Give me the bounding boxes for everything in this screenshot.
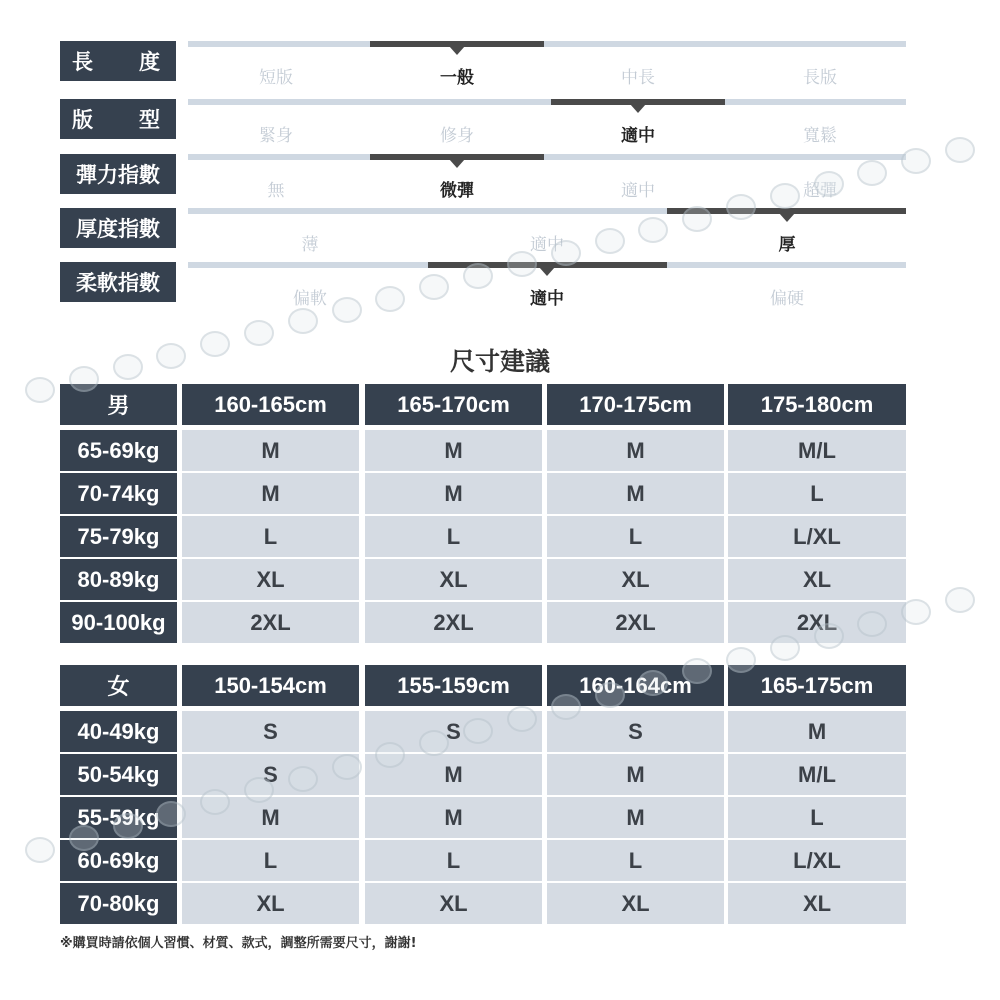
size-cell: L: [182, 516, 359, 557]
scale-option: 緊身: [259, 126, 293, 146]
size-cell: M: [547, 754, 724, 795]
scale-pointer-icon: [779, 213, 795, 222]
weight-label: 70-74kg: [60, 473, 177, 514]
size-cell: M: [547, 797, 724, 838]
table-row: [60, 473, 906, 514]
size-cell: 2XL: [547, 602, 724, 643]
height-header: 160-165cm: [182, 384, 359, 425]
scale-pointer-icon: [449, 159, 465, 168]
scale-option: 偏軟: [293, 289, 327, 309]
scale-option: 中長: [621, 68, 655, 88]
attr-label-elasticity: 彈力指數: [60, 154, 176, 194]
height-header: 160-164cm: [547, 665, 724, 706]
footnote: ※購買時請依個人習慣、材質、款式，調整所需要尺寸，謝謝!: [60, 936, 417, 951]
attr-label-length: [60, 41, 176, 81]
size-cell: M/L: [728, 754, 906, 795]
scale-option: 超彈: [803, 181, 837, 201]
scale-option-selected: 微彈: [440, 181, 474, 201]
height-header: 175-180cm: [728, 384, 906, 425]
size-cell: S: [182, 711, 359, 752]
attr-label-fit: [60, 99, 176, 139]
gender-label: 女: [60, 665, 177, 706]
scale-option: 無: [267, 181, 285, 201]
size-cell: L: [365, 840, 542, 881]
table-row: [60, 559, 906, 600]
scale-option-selected: 適中: [621, 126, 655, 146]
size-cell: L: [182, 840, 359, 881]
height-header: 165-170cm: [365, 384, 542, 425]
size-cell: M: [182, 473, 359, 514]
scale-pointer-icon: [449, 46, 465, 55]
size-cell: XL: [182, 559, 359, 600]
attr-row-softness: [60, 262, 906, 309]
size-cell: M/L: [728, 430, 906, 471]
size-cell: XL: [728, 559, 906, 600]
scale-track: [188, 41, 906, 47]
height-header: 170-175cm: [547, 384, 724, 425]
scale-option-selected: 適中: [530, 289, 564, 309]
scale-option: 修身: [440, 126, 474, 146]
table-row: [60, 840, 906, 881]
size-cell: XL: [365, 883, 542, 924]
size-cell: M: [182, 430, 359, 471]
table-row: [60, 883, 906, 924]
watermark-mark-icon: [945, 587, 975, 613]
size-cell: M: [365, 430, 542, 471]
size-cell: XL: [182, 883, 359, 924]
attr-label-char: 型: [139, 108, 160, 132]
scale-option: 薄: [301, 235, 319, 255]
weight-label: 50-54kg: [60, 754, 177, 795]
weight-label: 65-69kg: [60, 430, 177, 471]
size-cell: XL: [365, 559, 542, 600]
watermark-mark-icon: [288, 308, 318, 334]
attr-row-thickness: [60, 208, 906, 255]
size-cell: M: [182, 797, 359, 838]
height-header: 165-175cm: [728, 665, 906, 706]
size-cell: L: [365, 516, 542, 557]
weight-label: 40-49kg: [60, 711, 177, 752]
scale-option: 偏硬: [770, 289, 804, 309]
size-cell: M: [365, 797, 542, 838]
watermark-mark-icon: [945, 137, 975, 163]
size-cell: XL: [547, 883, 724, 924]
attr-label-softness: 柔軟指數: [60, 262, 176, 302]
weight-label: 70-80kg: [60, 883, 177, 924]
weight-label: 80-89kg: [60, 559, 177, 600]
attr-label-char: 度: [139, 50, 160, 74]
attr-label-char: 版: [72, 108, 93, 132]
size-cell: M: [728, 711, 906, 752]
scale-option-selected: 一般: [440, 68, 474, 88]
size-cell: L: [547, 516, 724, 557]
table-header-row: [60, 665, 906, 706]
scale-option: 寬鬆: [803, 126, 837, 146]
height-header: 155-159cm: [365, 665, 542, 706]
size-cell: L/XL: [728, 840, 906, 881]
size-cell: S: [182, 754, 359, 795]
weight-label: 90-100kg: [60, 602, 177, 643]
table-row: [60, 516, 906, 557]
size-cell: 2XL: [182, 602, 359, 643]
table-row: [60, 602, 906, 643]
scale-track: [188, 99, 906, 105]
size-cell: S: [365, 711, 542, 752]
scale-option: 短版: [259, 68, 293, 88]
scale-option-selected: 厚: [778, 235, 796, 255]
weight-label: 55-59kg: [60, 797, 177, 838]
size-chart-title: 尺寸建議: [449, 347, 550, 376]
size-cell: M: [547, 430, 724, 471]
size-cell: L: [547, 840, 724, 881]
table-row: [60, 797, 906, 838]
size-cell: XL: [547, 559, 724, 600]
scale-option: 適中: [530, 235, 564, 255]
size-cell: 2XL: [365, 602, 542, 643]
size-cell: S: [547, 711, 724, 752]
attr-label-char: 長: [72, 50, 93, 74]
size-cell: M: [365, 754, 542, 795]
scale-pointer-icon: [630, 104, 646, 113]
size-cell: M: [547, 473, 724, 514]
size-cell: L: [728, 473, 906, 514]
attr-row-length: [60, 41, 906, 88]
watermark-mark-icon: [25, 377, 55, 403]
scale-track: [188, 154, 906, 160]
size-cell: XL: [728, 883, 906, 924]
size-cell: 2XL: [728, 602, 906, 643]
size-cell: M: [365, 473, 542, 514]
scale-pointer-icon: [539, 267, 555, 276]
weight-label: 60-69kg: [60, 840, 177, 881]
watermark-mark-icon: [25, 837, 55, 863]
size-cell: L: [728, 797, 906, 838]
table-row: [60, 430, 906, 471]
size-cell: L/XL: [728, 516, 906, 557]
scale-option: 適中: [621, 181, 655, 201]
attr-row-fit: [60, 99, 906, 146]
table-row: [60, 754, 906, 795]
attr-label-thickness: 厚度指數: [60, 208, 176, 248]
gender-label: 男: [60, 384, 177, 425]
scale-option: 長版: [803, 68, 837, 88]
weight-label: 75-79kg: [60, 516, 177, 557]
height-header: 150-154cm: [182, 665, 359, 706]
attr-row-elasticity: [60, 154, 906, 201]
table-header-row: [60, 384, 906, 425]
table-row: [60, 711, 906, 752]
